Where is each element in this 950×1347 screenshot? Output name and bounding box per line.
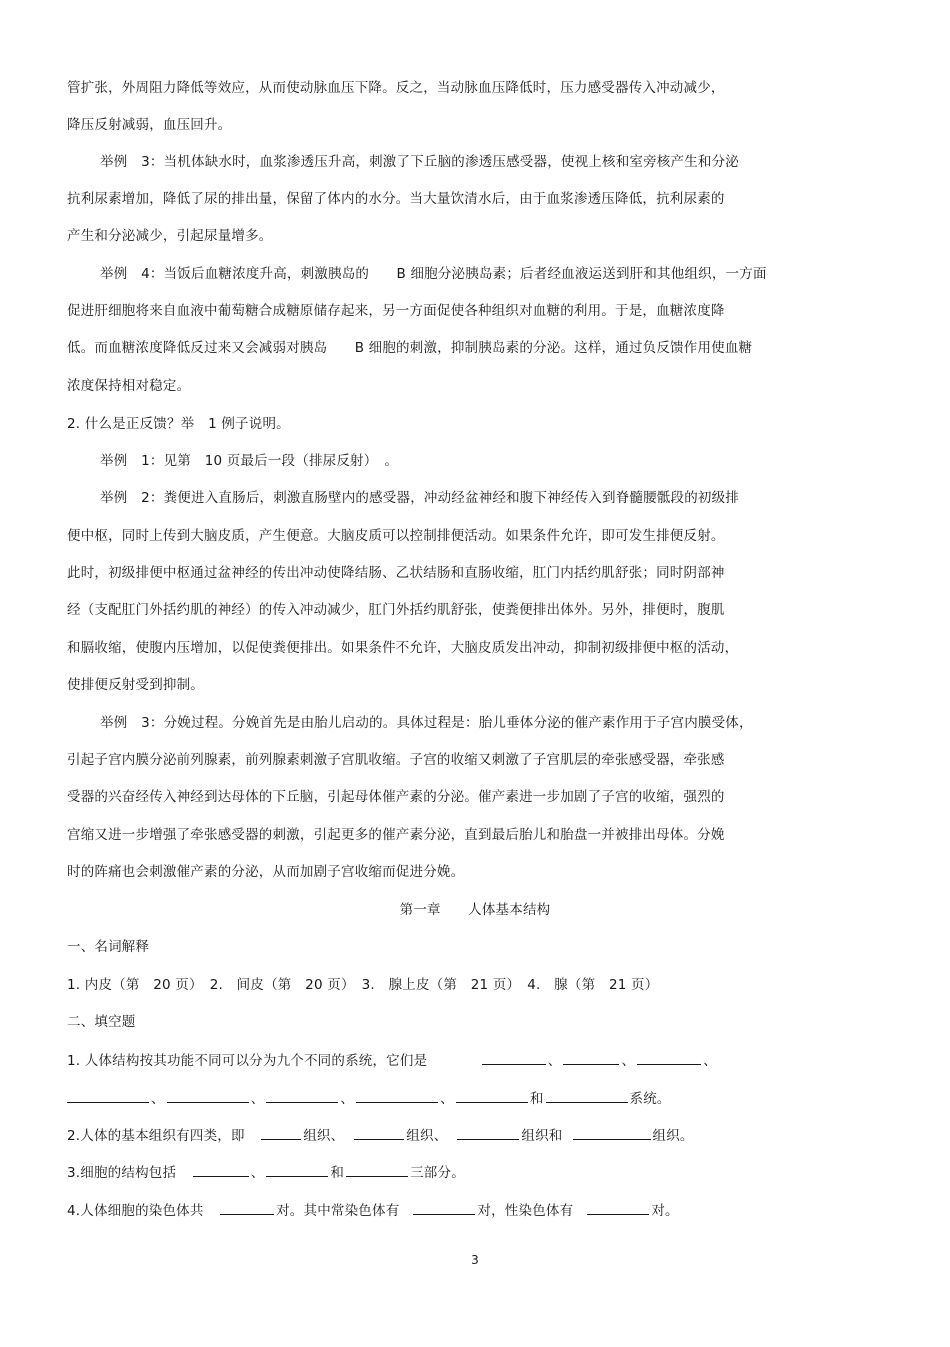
question-end: 三部分。 bbox=[410, 1165, 465, 1181]
question-line: 2. 什么是正反馈？举 1 例子说明。 bbox=[67, 416, 290, 432]
term-list: 1. 内皮（第 20 页） 2. 间皮（第 20 页） 3. 腺上皮（第 21 页） 4. 腺（第 21 页） bbox=[67, 977, 659, 993]
answer-blank[interactable] bbox=[193, 1162, 249, 1177]
answer-blank[interactable] bbox=[220, 1200, 274, 1215]
separator: 、 bbox=[440, 1091, 454, 1107]
answer-blank[interactable] bbox=[413, 1200, 475, 1215]
answer-blank[interactable] bbox=[546, 1088, 628, 1103]
separator: 、 bbox=[703, 1053, 717, 1069]
paragraph-line: 使排便反射受到抑制。 bbox=[67, 677, 204, 693]
question-text: 2.人体的基本组织有四类，即 bbox=[67, 1128, 245, 1144]
paragraph-line: 产生和分泌减少，引起尿量增多。 bbox=[67, 228, 273, 244]
separator: 、 bbox=[151, 1091, 165, 1107]
answer-blank[interactable] bbox=[456, 1088, 528, 1103]
answer-blank[interactable] bbox=[67, 1088, 149, 1103]
question-text: 对，性染色体有 bbox=[477, 1203, 574, 1219]
question-text: 组织和 bbox=[521, 1128, 563, 1144]
question-end: 组织。 bbox=[652, 1128, 694, 1144]
fill-question-1 bbox=[67, 1050, 717, 1071]
conjunction: 和 bbox=[330, 1165, 345, 1181]
paragraph-line: 抗利尿素增加，降低了尿的排出量，保留了体内的水分。当大量饮清水后，由于血浆渗透压降低，抗利尿素的 bbox=[67, 191, 725, 207]
conjunction: 和 bbox=[529, 1091, 544, 1107]
section-heading: 二、填空题 bbox=[67, 1014, 136, 1030]
example-line: 举例 2：粪便进入直肠后，刺激直肠壁内的感受器，冲动经盆神经和腹下神经传入到脊髓腰骶段的初级排 bbox=[100, 490, 739, 506]
example-line: 举例 3：分娩过程。分娩首先是由胎儿启动的。具体过程是：胎儿垂体分泌的催产素作用于子宫内膜受体， bbox=[100, 715, 753, 731]
question-text: 3.细胞的结构包括 bbox=[67, 1165, 177, 1181]
paragraph-line: 引起子宫内膜分泌前列腺素，前列腺素刺激子宫肌收缩。子宫的收缩又刺激了子宫肌层的牵张感受器，牵张感 bbox=[67, 752, 725, 768]
question-text: 组织、 bbox=[406, 1128, 448, 1144]
question-text: 对。其中常染色体有 bbox=[276, 1203, 400, 1219]
paragraph-line: 时的阵痛也会刺激催产素的分泌，从而加剧子宫收缩而促进分娩。 bbox=[67, 864, 465, 880]
answer-blank[interactable] bbox=[266, 1088, 338, 1103]
paragraph-line: 受器的兴奋经传入神经到达母体的下丘脑，引起母体催产素的分泌。催产素进一步加剧了子宫的收缩，强烈的 bbox=[67, 789, 725, 805]
answer-blank[interactable] bbox=[563, 1050, 619, 1065]
paragraph-line: 此时，初级排便中枢通过盆神经的传出冲动使降结肠、乙状结肠和直肠收缩，肛门内括约肌舒张；同时阴部神 bbox=[67, 565, 725, 581]
answer-blank[interactable] bbox=[266, 1162, 328, 1177]
paragraph-line: 和膈收缩，使腹内压增加，以促使粪便排出。如果条件不允许，大脑皮质发出冲动，抑制初级排便中枢的活动， bbox=[67, 640, 739, 656]
chapter-title: 第一章 人体基本结构 bbox=[399, 902, 551, 918]
example-line: 举例 3：当机体缺水时，血浆渗透压升高，刺激了下丘脑的渗透压感受器，使视上核和室旁核产生和分泌 bbox=[100, 154, 739, 170]
separator: 、 bbox=[547, 1053, 562, 1069]
question-end: 系统。 bbox=[629, 1091, 671, 1107]
question-text: 组织、 bbox=[303, 1128, 345, 1144]
separator: 、 bbox=[250, 1165, 265, 1181]
fill-question-4 bbox=[67, 1200, 679, 1221]
paragraph-line: 降压反射减弱，血压回升。 bbox=[67, 117, 232, 133]
separator: 、 bbox=[340, 1091, 355, 1107]
separator: 、 bbox=[621, 1053, 636, 1069]
answer-blank[interactable] bbox=[573, 1125, 651, 1140]
fill-question-2 bbox=[67, 1125, 694, 1146]
answer-blank[interactable] bbox=[637, 1050, 701, 1065]
answer-blank[interactable] bbox=[482, 1050, 546, 1065]
question-text: 4.人体细胞的染色体共 bbox=[67, 1203, 204, 1219]
answer-blank[interactable] bbox=[587, 1200, 649, 1215]
paragraph-line: 浓度保持相对稳定。 bbox=[67, 378, 191, 394]
answer-blank[interactable] bbox=[457, 1125, 519, 1140]
answer-blank[interactable] bbox=[346, 1162, 408, 1177]
question-end: 对。 bbox=[651, 1203, 679, 1219]
section-heading: 一、名词解释 bbox=[67, 939, 150, 955]
page-number: 3 bbox=[471, 1253, 479, 1267]
fill-question-1-cont bbox=[67, 1088, 671, 1109]
separator: 、 bbox=[250, 1091, 265, 1107]
question-text: 1. 人体结构按其功能不同可以分为九个不同的系统，它们是 bbox=[67, 1053, 428, 1069]
example-line: 举例 1：见第 10 页最后一段（排尿反射） 。 bbox=[100, 453, 399, 469]
answer-blank[interactable] bbox=[356, 1088, 438, 1103]
paragraph-line: 便中枢，同时上传到大脑皮质，产生便意。大脑皮质可以控制排便活动。如果条件允许，即可发生排便反射。 bbox=[67, 528, 725, 544]
paragraph-line: 促进肝细胞将来自血液中葡萄糖合成糖原储存起来，另一方面促使各种组织对血糖的利用。于是，血糖浓度降 bbox=[67, 303, 725, 319]
answer-blank[interactable] bbox=[354, 1125, 404, 1140]
paragraph-line: 管扩张，外周阻力降低等效应，从而使动脉血压下降。反之，当动脉血压降低时，压力感受器传入冲动减少， bbox=[67, 80, 725, 96]
paragraph-line: 经（支配肛门外括约肌的神经）的传入冲动减少，肛门外括约肌舒张，使粪便排出体外。另外，排便时，腹肌 bbox=[67, 602, 725, 618]
paragraph-line: 低。而血糖浓度降低反过来又会减弱对胰岛 B 细胞的刺激，抑制胰岛素的分泌。这样，通过负反馈作用使血糖 bbox=[67, 340, 753, 356]
answer-blank[interactable] bbox=[167, 1088, 249, 1103]
example-line: 举例 4：当饭后血糖浓度升高，刺激胰岛的 B 细胞分泌胰岛素；后者经血液运送到肝和其他组织，一方面 bbox=[100, 266, 767, 282]
fill-question-3 bbox=[67, 1162, 465, 1183]
paragraph-line: 宫缩又进一步增强了牵张感受器的刺激，引起更多的催产素分泌，直到最后胎儿和胎盘一并被排出母体。分娩 bbox=[67, 827, 725, 843]
answer-blank[interactable] bbox=[261, 1125, 301, 1140]
